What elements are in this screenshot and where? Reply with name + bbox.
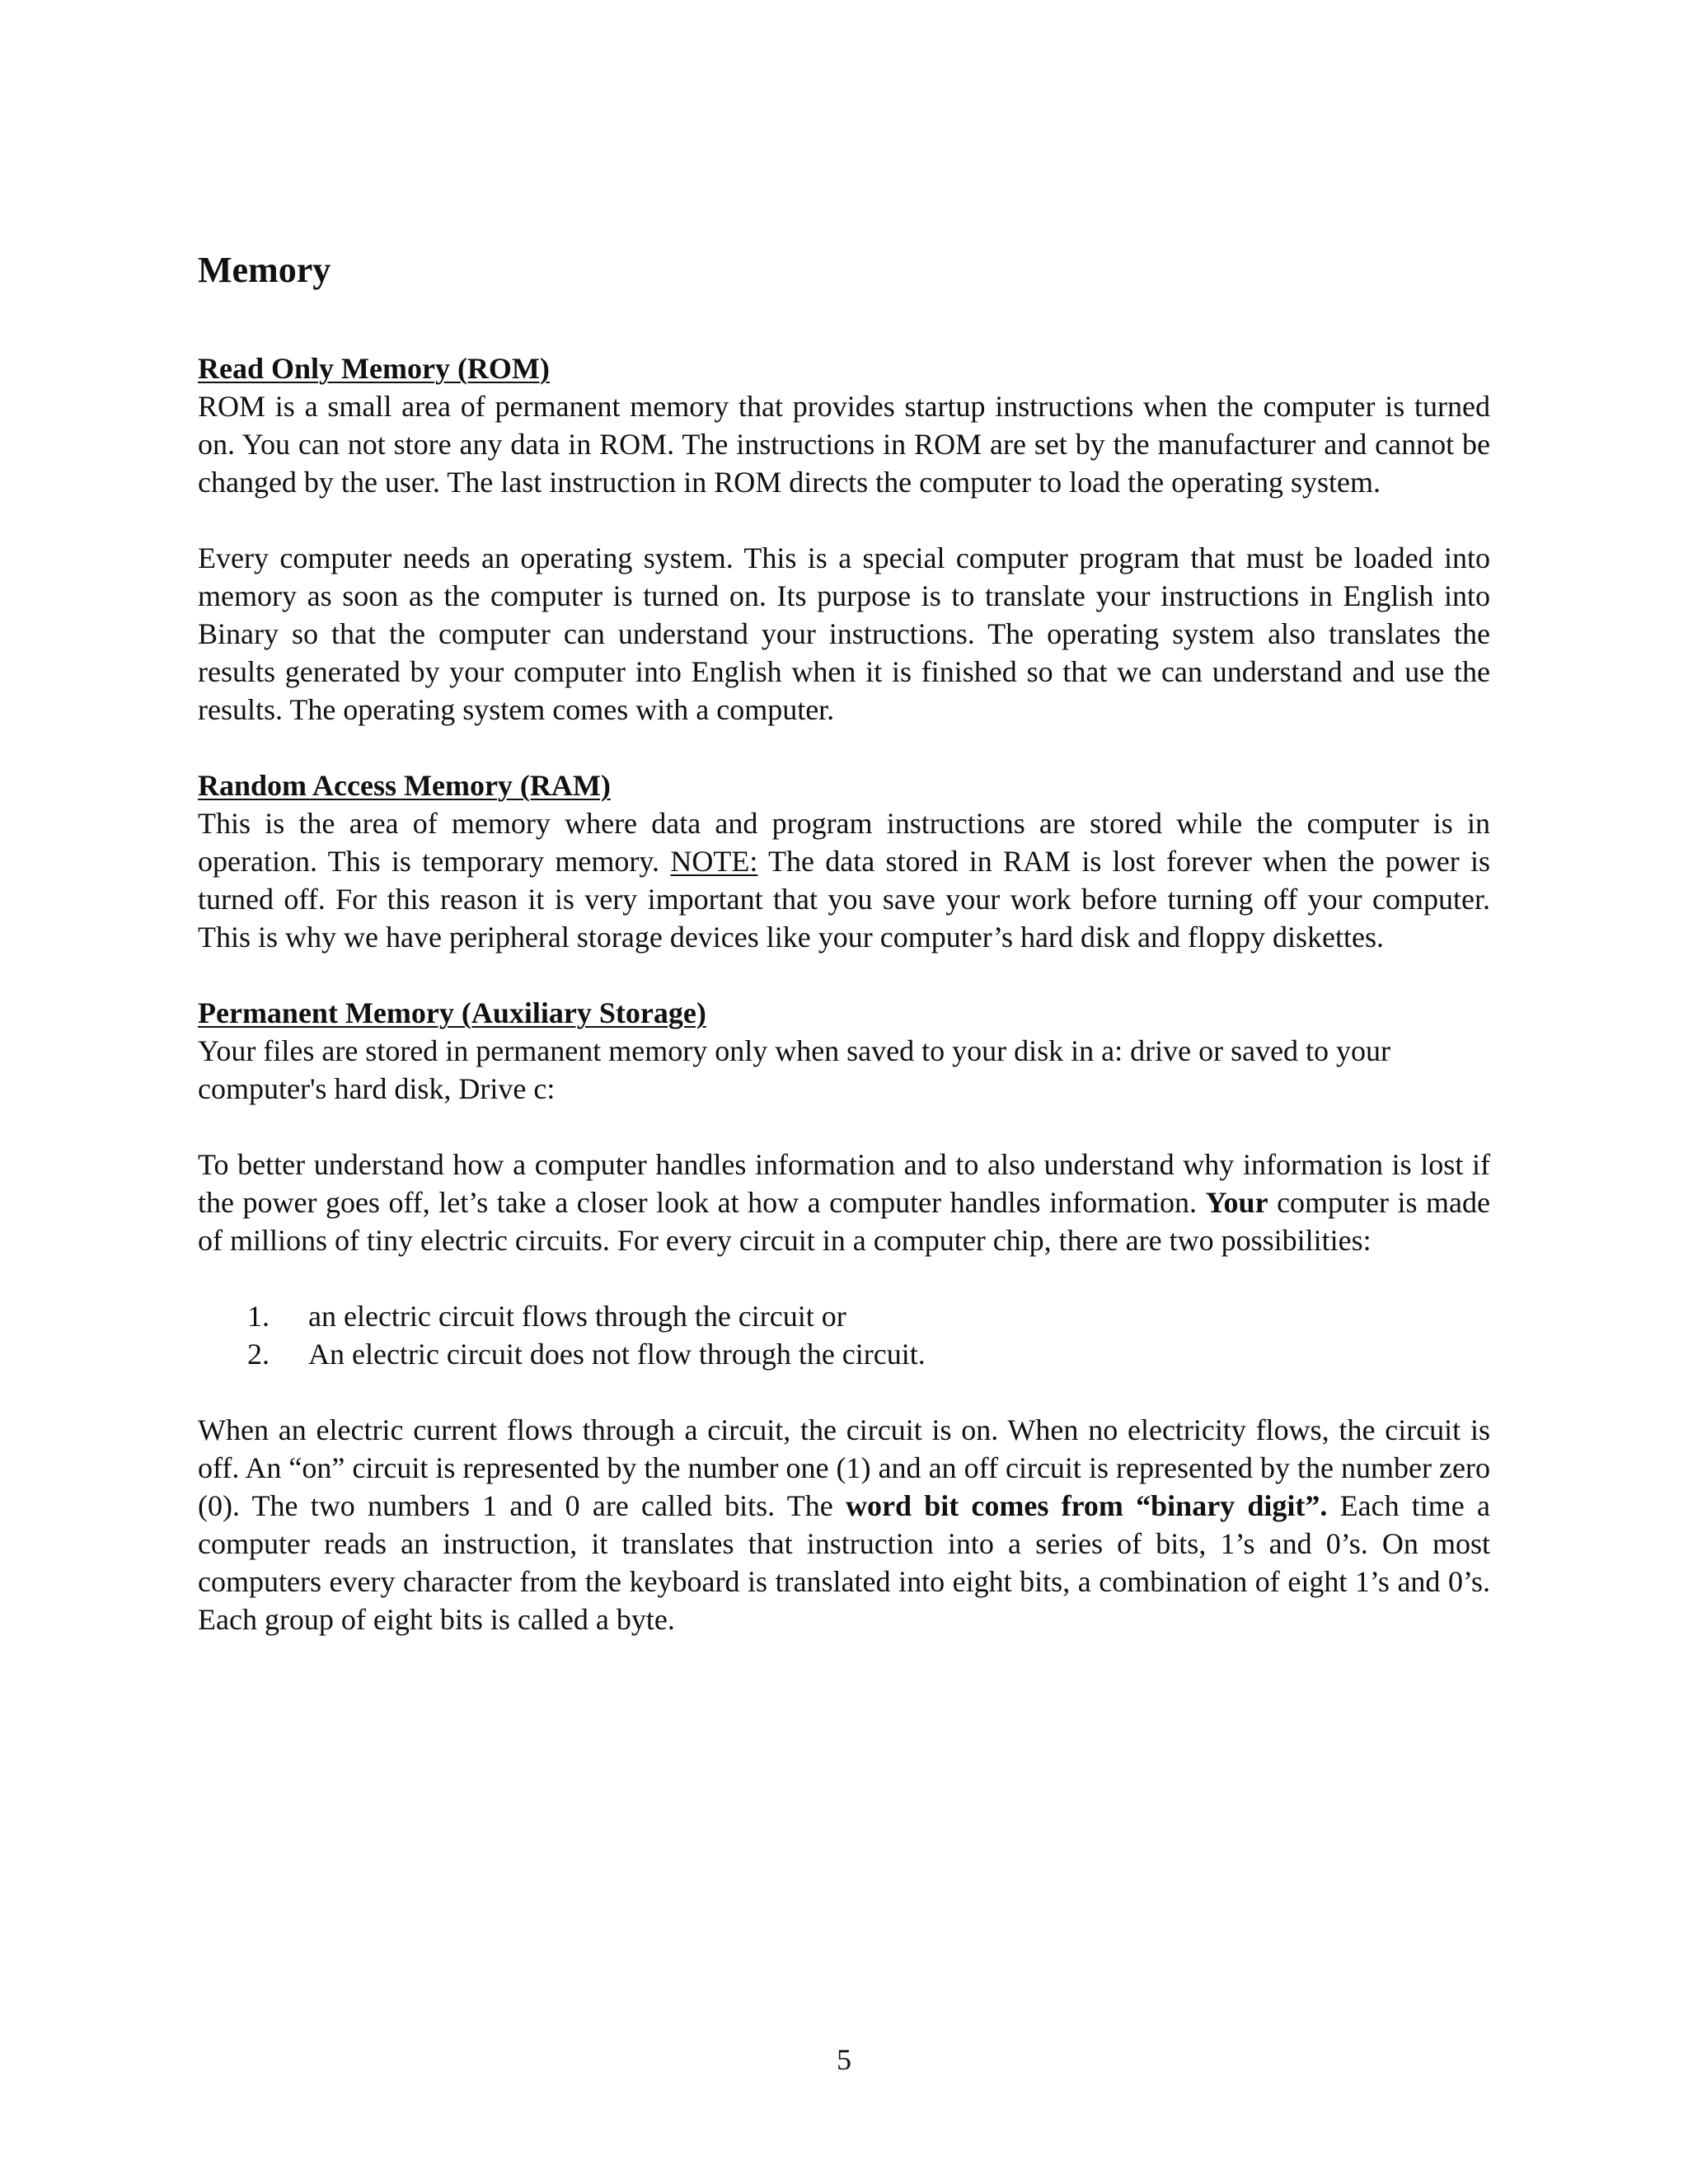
ram-heading: Random Access Memory (RAM) xyxy=(198,769,611,802)
permanent-memory-heading: Permanent Memory (Auxiliary Storage) xyxy=(198,996,706,1029)
list-item-text: an electric circuit flows through the circuit or xyxy=(308,1300,846,1333)
operating-system-paragraph: Every computer needs an operating system. This is a special computer program that must be loaded into memory as soon as the computer is turned on. Its purpose is to translate your instructions in English into Binary so that the computer can understand your instructions. The operating system also translates the results generated by your computer into English when it is finished so that we can understand and use the results. The operating system comes with a computer. xyxy=(198,541,1490,726)
page-number: 5 xyxy=(837,2043,851,2076)
note-label: NOTE: xyxy=(670,845,758,878)
possibilities-list xyxy=(198,1297,1490,1373)
rom-paragraph: ROM is a small area of permanent memory that provides startup instructions when the computer is turned on. You can not store any data in ROM. The instructions in ROM are set by the manufacturer and cannot be changed by the user. The last instruction in ROM directs the computer to load the operating system. xyxy=(198,390,1490,499)
bits-paragraph xyxy=(198,1411,1490,1638)
list-item-number: 2. xyxy=(247,1338,270,1371)
bits-text-a: When an electric current flows through a circuit, the circuit is on. When no electricity flows, the circuit is off. An “on” circuit is represented by the number one (1) and an off circuit is represented by the number zero (0). The two numbers 1 and 0 are called bits. The xyxy=(198,1413,1490,1522)
document-page xyxy=(198,247,1490,1638)
list-item-number: 1. xyxy=(247,1300,270,1333)
list-item-text: An electric circuit does not flow through the circuit. xyxy=(308,1338,926,1371)
page-title: Memory xyxy=(198,250,331,290)
circuits-paragraph xyxy=(198,1146,1490,1259)
bits-text-b: Each time a computer reads an instruction, it translates that instruction into a series of bits, 1’s and 0’s. On most computers every character from the keyboard is translated into eight bits, a combination of eight 1’s and 0’s. Each group of eight bits is called a byte. xyxy=(198,1489,1490,1636)
circuits-text-a: To better understand how a computer handles information and to also understand why information is lost if the power goes off, let’s take a closer look at how a computer handles information. xyxy=(198,1148,1490,1219)
list-item xyxy=(198,1335,1490,1373)
permanent-memory-paragraph: Your files are stored in permanent memory only when saved to your disk in a: drive or saved to your computer's hard disk, Drive c: xyxy=(198,1034,1391,1105)
list-item xyxy=(198,1297,1490,1335)
ram-text-a: This is the area of memory where data and program instructions are stored while the computer is in operation. This is temporary memory. xyxy=(198,807,1490,878)
bits-bold: word bit comes from “binary digit”. xyxy=(845,1489,1328,1522)
rom-heading: Read Only Memory (ROM) xyxy=(198,352,550,385)
ram-paragraph xyxy=(198,804,1490,956)
ram-text-b: The data stored in RAM is lost forever when the power is turned off. For this reason it is very important that you save your work before turning off your computer. This is why we have peripheral storage devices like your computer’s hard disk and floppy diskettes. xyxy=(198,845,1490,954)
circuits-bold: Your xyxy=(1205,1186,1268,1219)
circuits-text-b: computer is made of millions of tiny electric circuits. For every circuit in a computer chip, there are two possibilities: xyxy=(198,1186,1490,1257)
